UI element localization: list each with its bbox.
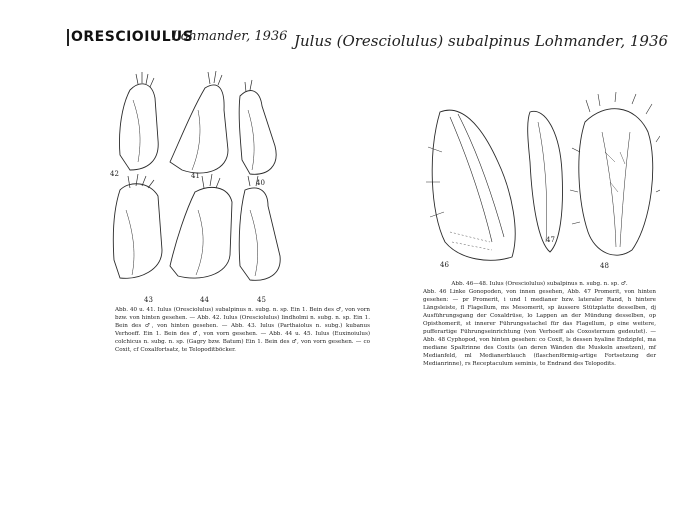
figure-number: 48 — [600, 262, 609, 270]
figure-number: 47 — [546, 236, 555, 244]
figure-number: 42 — [110, 170, 119, 178]
right-plate-caption — [423, 280, 656, 368]
figure-number: 44 — [200, 296, 209, 304]
right-caption-heading: Abb. 46—48. Iulus (Oresciolulus) subalpinus n. subg. n. sp. ♂. — [451, 281, 628, 287]
figure-number: 46 — [440, 261, 449, 269]
handwritten-author-note: Lohmander, 1936 — [172, 29, 288, 44]
left-plate-caption: Abb. 40 u. 41. Iulus (Oresciolulus) subalpinus n. subg. n. sp. Ein 1. Bein des ♂, von vorn bzw. von hinten gesehen. — Abb. 42. Iulus (Oresciolulus) lindholmi n. subg. n. sp. Ein 1. Bein des ♂, von hinten gesehen. — Abb. 43. Iulus (Parthaiolus n. subg.) kubanus Verhoeff. Ein 1. Bein des ♂, von vorn gesehen. — Abb. 44 u. 45. Iulus (Euxinoiulus) colchicus n. subg. n. sp. (Gagry bzw. Batum) Ein 1. Bein des ♂, von vorn gesehen. — co Coxit, cf Coxalfortsatz, te Telopoditböcker. — [115, 307, 370, 353]
genus-print-label: ORESCIOIULUS — [71, 29, 194, 45]
figure-number: 43 — [144, 296, 153, 304]
gonopod-drawings-illustration — [420, 92, 660, 272]
figure-number: 45 — [257, 296, 266, 304]
figure-number: 40 — [256, 179, 265, 187]
figure-number: 41 — [191, 172, 200, 180]
left-figure-plate — [100, 70, 300, 300]
handwritten-species-note: Julus (Oresciolulus) subalpinus Lohmander, 1936 — [294, 32, 669, 50]
right-caption-body: Abb. 46 Linke Gonopoden, von innen gesehen, Abb. 47 Promerit, von hinten gesehen: — pr Promerit, i und l medianer bzw. lateraler Rand, h hintere Längsleiste, fl Flagellum, ms Mesomerit, sp äussere Stützplatte desselben, dj Ausführungsgang der Coxaldrüse, lo Lappen an der Mündung desselben, op Opisthomerit, st innerer Führungsstachel für das Flagellum, p eine weitere, pufferartige Führungseinrichtung (von Verhoeff als Coxosternum gedeutet). — Abb. 48 Cyphopod, von hinten gesehen: co Coxit, ls dessen hyaline Endzipfel, ma mediane Spaltrinne des Coxits (an deren Wänden die Muskeln ansetzen), mf Medianfeld, ml Medianerblauch (flaschenförmig-artige Fortsetzung der Medianrinne), rs Receptaculum seminis, te Endrand des Telopodits. — [423, 289, 656, 367]
leg-drawings-illustration — [100, 70, 300, 300]
header-margin-bar — [67, 29, 69, 46]
right-figure-plate — [420, 92, 660, 272]
